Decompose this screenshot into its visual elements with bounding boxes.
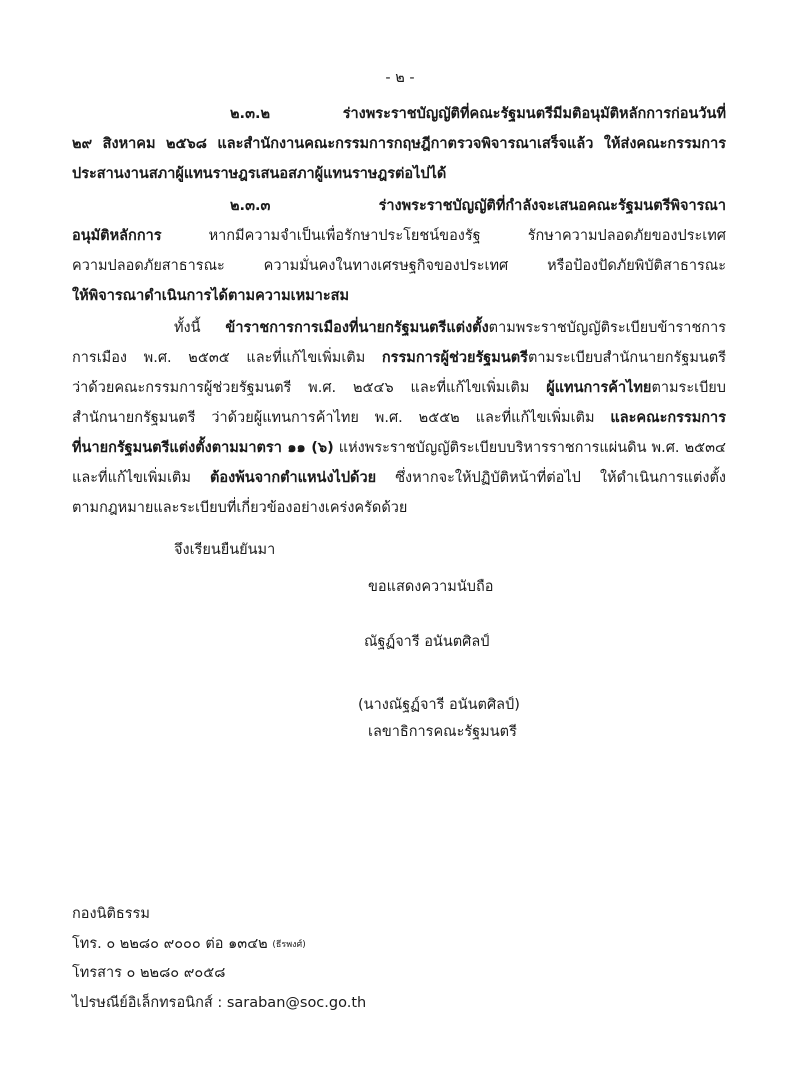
para-3-text: การเมือง พ.ศ. ๒๕๓๕ และที่แก้ไขเพิ่มเติม <box>72 350 382 366</box>
para-232-line-1: ๒.๓.๒ ร่างพระราชบัญญัติที่คณะรัฐมนตรีมีมติอนุมัติหลักการก่อนวันที่ <box>230 106 726 122</box>
para-3-bold: ผู้แทนการค้าไทย <box>546 380 652 396</box>
signature: ณัฐฏ์จารี อนันตศิลป์ <box>364 634 490 650</box>
para-233-line-3: ความปลอดภัยสาธารณะ ความมั่นคงในทางเศรษฐกิจของประเทศ หรือป้องปัดภัยพิบัติสาธารณะ <box>72 258 726 274</box>
para-3-bold: ข้าราชการการเมืองที่นายกรัฐมนตรีแต่งตั้ง <box>225 320 489 336</box>
para-3-line-5 <box>72 438 726 458</box>
footer-fax: โทรสาร ๐ ๒๒๘๐ ๙๐๕๘ <box>72 965 226 981</box>
para-3-line-4 <box>72 408 726 428</box>
para-3-text: แห่งพระราชบัญญัติระเบียบบริหารราชการแผ่นดิน พ.ศ. ๒๕๓๔ <box>333 440 726 456</box>
footer-email: ไปรษณีย์อิเล็กทรอนิกส์ : saraban@soc.go.th <box>72 995 367 1011</box>
para-3-line-1 <box>174 318 726 338</box>
para-3-bold: กรรมการผู้ช่วยรัฐมนตรี <box>381 350 528 366</box>
para-233-line-4: ให้พิจารณาดำเนินการได้ตามความเหมาะสม <box>72 288 350 304</box>
para-3-bold: และคณะกรรมการ <box>610 410 726 426</box>
para-233-line-2 <box>72 226 726 246</box>
para-233-text: หากมีความจำเป็นเพื่อรักษาประโยชน์ของรัฐ รักษาความปลอดภัยของประเทศ <box>161 228 726 244</box>
tel-note: (ธีรพงศ์) <box>272 940 306 950</box>
closing-phrase: จึงเรียนยืนยันมา <box>174 542 276 558</box>
para-3-bold: ต้องพ้นจากตำแหน่งไปด้วย <box>210 470 377 486</box>
para-233-bold: อนุมัติหลักการ <box>72 228 162 244</box>
footer-tel <box>72 934 306 955</box>
para-3-text: ตามระเบียบ <box>651 380 726 396</box>
para-3-text: ว่าด้วยคณะกรรมการผู้ช่วยรัฐมนตรี พ.ศ. ๒๕๔๖ และที่แก้ไขเพิ่มเติม <box>72 380 547 396</box>
para-3-line-2 <box>72 348 726 368</box>
para-3-text: และที่แก้ไขเพิ่มเติม <box>72 470 210 486</box>
para-232-line-3: ประสานงานสภาผู้แทนราษฎรเสนอสภาผู้แทนราษฎรต่อไปได้ <box>72 166 447 182</box>
regards: ขอแสดงความนับถือ <box>368 579 494 595</box>
para-3-text: ทั้งนี้ <box>174 320 226 336</box>
para-3-line-6 <box>72 468 726 488</box>
para-3-text: ซึ่งหากจะให้ปฏิบัติหน้าที่ต่อไป ให้ดำเนินการแต่งตั้ง <box>376 470 726 486</box>
tel-number: โทร. ๐ ๒๒๘๐ ๙๐๐๐ ต่อ ๑๓๔๒ <box>72 936 268 952</box>
page-number: - ๒ - <box>385 70 415 86</box>
para-3-text: ตามพระราชบัญญัติระเบียบข้าราชการ <box>488 320 726 336</box>
para-3-bold: ที่นายกรัฐมนตรีแต่งตั้งตามมาตรา ๑๑ (๖) <box>72 440 334 456</box>
para-3-text: ตามระเบียบสำนักนายกรัฐมนตรี <box>527 350 726 366</box>
para-232-line-2: ๒๙ สิงหาคม ๒๕๖๘ และสำนักงานคณะกรรมการกฤษฎีกาตรวจพิจารณาเสร็จแล้ว ให้ส่งคณะกรรมการ <box>72 136 726 152</box>
para-3-text: สำนักนายกรัฐมนตรี ว่าด้วยผู้แทนการค้าไทย พ.ศ. ๒๕๕๒ และที่แก้ไขเพิ่มเติม <box>72 410 611 426</box>
signer-name: (นางณัฐฏ์จารี อนันตศิลป์) <box>358 697 520 713</box>
para-3-line-3 <box>72 378 726 398</box>
para-233-line-1: ๒.๓.๓ ร่างพระราชบัญญัติที่กำลังจะเสนอคณะรัฐมนตรีพิจารณา <box>230 198 726 214</box>
footer-division: กองนิติธรรม <box>72 906 150 922</box>
para-3-line-7: ตามกฎหมายและระเบียบที่เกี่ยวข้องอย่างเคร่งครัดด้วย <box>72 500 408 516</box>
signer-title: เลขาธิการคณะรัฐมนตรี <box>368 724 517 740</box>
